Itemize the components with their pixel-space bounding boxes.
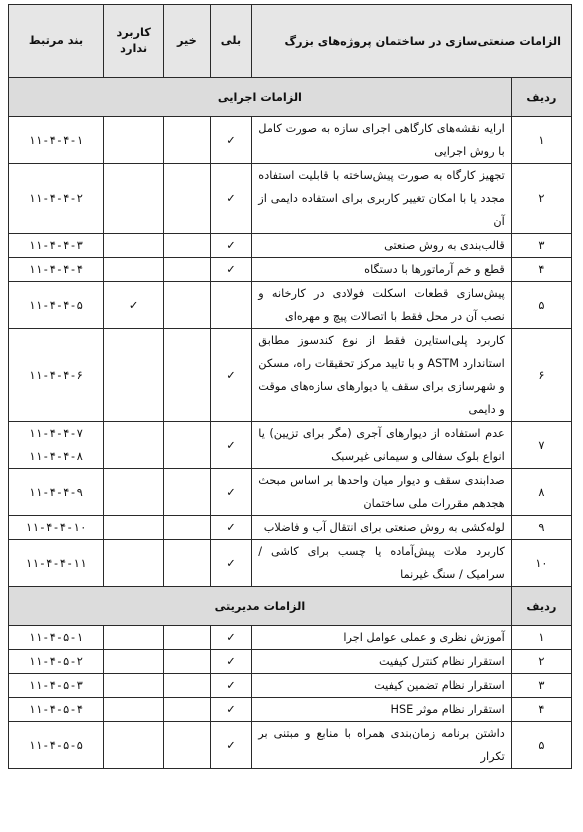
header-requirement: الزامات صنعتی‌سازی در ساختمان پروژه‌های بزرگ bbox=[252, 5, 572, 78]
checkmark-no-cell bbox=[164, 469, 210, 516]
checkmark-yes-cell: ✓ bbox=[210, 117, 252, 164]
section-radif-label: ردیف bbox=[511, 78, 571, 117]
checkmark-yes-cell: ✓ bbox=[210, 674, 252, 698]
row-requirement: قطع و خم آرماتورها با دستگاه bbox=[252, 258, 511, 282]
related-clause: ۱۱-۴-۴-۲ bbox=[28, 192, 84, 205]
related-clause: ۱۱-۴-۴-۷ bbox=[28, 427, 84, 440]
related-clause-cell bbox=[9, 540, 104, 587]
section-header-row bbox=[9, 587, 572, 626]
checkmark-yes-cell: ✓ bbox=[210, 722, 252, 769]
row-number: ۱ bbox=[511, 626, 571, 650]
checkmark-no-cell bbox=[164, 516, 210, 540]
table-row bbox=[9, 258, 572, 282]
row-number: ۴ bbox=[511, 698, 571, 722]
header-not-applicable: کاربرد ندارد bbox=[104, 5, 164, 78]
section-title: الزامات مدیریتی bbox=[9, 587, 512, 626]
checkmark-no-cell bbox=[164, 422, 210, 469]
checkmark-yes-cell: ✓ bbox=[210, 698, 252, 722]
checkmark-not-applicable-cell bbox=[104, 422, 164, 469]
related-clause-cell bbox=[9, 234, 104, 258]
checkmark-yes-cell: ✓ bbox=[210, 329, 252, 422]
checkmark-not-applicable-cell bbox=[104, 674, 164, 698]
row-number: ۵ bbox=[511, 282, 571, 329]
table-row bbox=[9, 117, 572, 164]
table-row bbox=[9, 516, 572, 540]
checkmark-no-cell bbox=[164, 540, 210, 587]
checkmark-no-cell bbox=[164, 650, 210, 674]
table-row bbox=[9, 282, 572, 329]
requirements-table bbox=[8, 4, 572, 769]
row-number: ۲ bbox=[511, 650, 571, 674]
related-clause: ۱۱-۴-۴-۱۰ bbox=[25, 521, 87, 534]
checkmark-yes-cell: ✓ bbox=[210, 234, 252, 258]
section-title: الزامات اجرایی bbox=[9, 78, 512, 117]
checkmark-yes-cell: ✓ bbox=[210, 626, 252, 650]
checkmark-no-cell bbox=[164, 282, 210, 329]
checkmark-not-applicable-cell bbox=[104, 650, 164, 674]
related-clause-cell bbox=[9, 626, 104, 650]
row-number: ۳ bbox=[511, 234, 571, 258]
table-row bbox=[9, 626, 572, 650]
related-clause: ۱۱-۴-۵-۲ bbox=[28, 655, 84, 668]
checkmark-not-applicable-cell bbox=[104, 234, 164, 258]
checkmark-no-cell bbox=[164, 117, 210, 164]
table-row bbox=[9, 469, 572, 516]
checkmark-yes-cell bbox=[210, 282, 252, 329]
row-requirement: آموزش نظری و عملی عوامل اجرا bbox=[252, 626, 511, 650]
related-clause-cell bbox=[9, 282, 104, 329]
table-row bbox=[9, 164, 572, 234]
row-number: ۲ bbox=[511, 164, 571, 234]
checkmark-no-cell bbox=[164, 164, 210, 234]
related-clause: ۱۱-۴-۴-۳ bbox=[28, 239, 84, 252]
related-clause: ۱۱-۴-۴-۱۱ bbox=[25, 556, 87, 570]
table-row bbox=[9, 234, 572, 258]
checkmark-not-applicable-cell bbox=[104, 722, 164, 769]
related-clause-cell bbox=[9, 422, 104, 469]
row-requirement: صدابندی سقف و دیوار میان واحدها بر اساس مبحث هجدهم مقررات ملی ساختمان bbox=[252, 469, 511, 516]
checkmark-yes-cell: ✓ bbox=[210, 422, 252, 469]
row-number: ۱۰ bbox=[511, 540, 571, 587]
checkmark-yes-cell: ✓ bbox=[210, 650, 252, 674]
related-clause: ۱۱-۴-۴-۱ bbox=[28, 133, 84, 147]
related-clause-cell bbox=[9, 469, 104, 516]
table-header-row bbox=[9, 5, 572, 78]
related-clause: ۱۱-۴-۴-۸ bbox=[28, 450, 84, 463]
checkmark-not-applicable-cell bbox=[104, 540, 164, 587]
checkmark-yes-cell: ✓ bbox=[210, 516, 252, 540]
related-clause: ۱۱-۴-۴-۴ bbox=[28, 263, 84, 276]
header-yes: بلی bbox=[210, 5, 252, 78]
related-clause-cell bbox=[9, 650, 104, 674]
section-radif-label: ردیف bbox=[511, 587, 571, 626]
related-clause: ۱۱-۴-۵-۵ bbox=[28, 738, 84, 752]
related-clause: ۱۱-۴-۴-۹ bbox=[28, 485, 84, 499]
checkmark-no-cell bbox=[164, 626, 210, 650]
checkmark-not-applicable-cell bbox=[104, 117, 164, 164]
row-number: ۸ bbox=[511, 469, 571, 516]
row-requirement: کاربرد پلی‌استایرن فقط از نوع کندسوز مطابق استاندارد ASTM و با تایید مرکز تحقیقات راه، مسکن و شهرسازی برای سقف یا دیوارهای سازه‌های موقت و دایمی bbox=[252, 329, 511, 422]
row-requirement: استقرار نظام تضمین کیفیت bbox=[252, 674, 511, 698]
checkmark-no-cell bbox=[164, 329, 210, 422]
checkmark-no-cell bbox=[164, 698, 210, 722]
related-clause: ۱۱-۴-۵-۴ bbox=[28, 703, 84, 716]
header-no: خیر bbox=[164, 5, 210, 78]
checkmark-yes-cell: ✓ bbox=[210, 164, 252, 234]
checkmark-no-cell bbox=[164, 674, 210, 698]
row-requirement: عدم استفاده از دیوارهای آجری (مگر برای تزیین) یا انواع بلوک سفالی و سیمانی غیرسبک bbox=[252, 422, 511, 469]
row-number: ۱ bbox=[511, 117, 571, 164]
row-requirement: پیش‌سازی قطعات اسکلت فولادی در کارخانه و نصب آن در محل فقط با اتصالات پیچ و مهره‌ای bbox=[252, 282, 511, 329]
row-requirement: ارایه نقشه‌های کارگاهی اجرای سازه به صورت کامل با روش اجرایی bbox=[252, 117, 511, 164]
row-requirement: استقرار نظام موثر HSE bbox=[252, 698, 511, 722]
checkmark-not-applicable-cell bbox=[104, 258, 164, 282]
table-row bbox=[9, 422, 572, 469]
checkmark-yes-cell: ✓ bbox=[210, 469, 252, 516]
table-row bbox=[9, 722, 572, 769]
related-clause: ۱۱-۴-۴-۶ bbox=[28, 368, 84, 382]
row-number: ۴ bbox=[511, 258, 571, 282]
row-requirement: قالب‌بندی به روش صنعتی bbox=[252, 234, 511, 258]
checkmark-yes-cell: ✓ bbox=[210, 540, 252, 587]
row-requirement: تجهیز کارگاه به صورت پیش‌ساخته با قابلیت استفاده مجدد یا با امکان تغییر کاربری برای استفاده دایمی از آن bbox=[252, 164, 511, 234]
checkmark-no-cell bbox=[164, 258, 210, 282]
checkmark-not-applicable-cell bbox=[104, 516, 164, 540]
row-number: ۳ bbox=[511, 674, 571, 698]
checkmark-not-applicable-cell bbox=[104, 164, 164, 234]
table-row bbox=[9, 698, 572, 722]
row-requirement: کاربرد ملات پیش‌آماده یا چسب برای کاشی / سرامیک / سنگ غیرنما bbox=[252, 540, 511, 587]
row-number: ۹ bbox=[511, 516, 571, 540]
checkmark-not-applicable-cell: ✓ bbox=[104, 282, 164, 329]
related-clause-cell bbox=[9, 164, 104, 234]
checkmark-no-cell bbox=[164, 722, 210, 769]
checkmark-not-applicable-cell bbox=[104, 698, 164, 722]
checkmark-yes-cell: ✓ bbox=[210, 258, 252, 282]
row-number: ۶ bbox=[511, 329, 571, 422]
related-clause-cell bbox=[9, 516, 104, 540]
related-clause-cell bbox=[9, 117, 104, 164]
row-requirement: داشتن برنامه زمان‌بندی همراه با منابع و مبتنی بر تکرار bbox=[252, 722, 511, 769]
checkmark-not-applicable-cell bbox=[104, 626, 164, 650]
checkmark-not-applicable-cell bbox=[104, 329, 164, 422]
row-number: ۷ bbox=[511, 422, 571, 469]
checkmark-no-cell bbox=[164, 234, 210, 258]
section-header-row bbox=[9, 78, 572, 117]
checkmark-not-applicable-cell bbox=[104, 469, 164, 516]
header-related-clause: بند مرتبط bbox=[9, 5, 104, 78]
row-requirement: استقرار نظام کنترل کیفیت bbox=[252, 650, 511, 674]
table-row bbox=[9, 650, 572, 674]
table-row bbox=[9, 329, 572, 422]
row-number: ۵ bbox=[511, 722, 571, 769]
related-clause-cell bbox=[9, 258, 104, 282]
related-clause-cell bbox=[9, 698, 104, 722]
related-clause-cell bbox=[9, 329, 104, 422]
row-requirement: لوله‌کشی به روش صنعتی برای انتقال آب و فاضلاب bbox=[252, 516, 511, 540]
table-row bbox=[9, 674, 572, 698]
table-row bbox=[9, 540, 572, 587]
related-clause: ۱۱-۴-۵-۳ bbox=[28, 679, 84, 692]
related-clause: ۱۱-۴-۴-۵ bbox=[28, 298, 84, 312]
related-clause-cell bbox=[9, 722, 104, 769]
related-clause: ۱۱-۴-۵-۱ bbox=[28, 631, 84, 644]
related-clause-cell bbox=[9, 674, 104, 698]
